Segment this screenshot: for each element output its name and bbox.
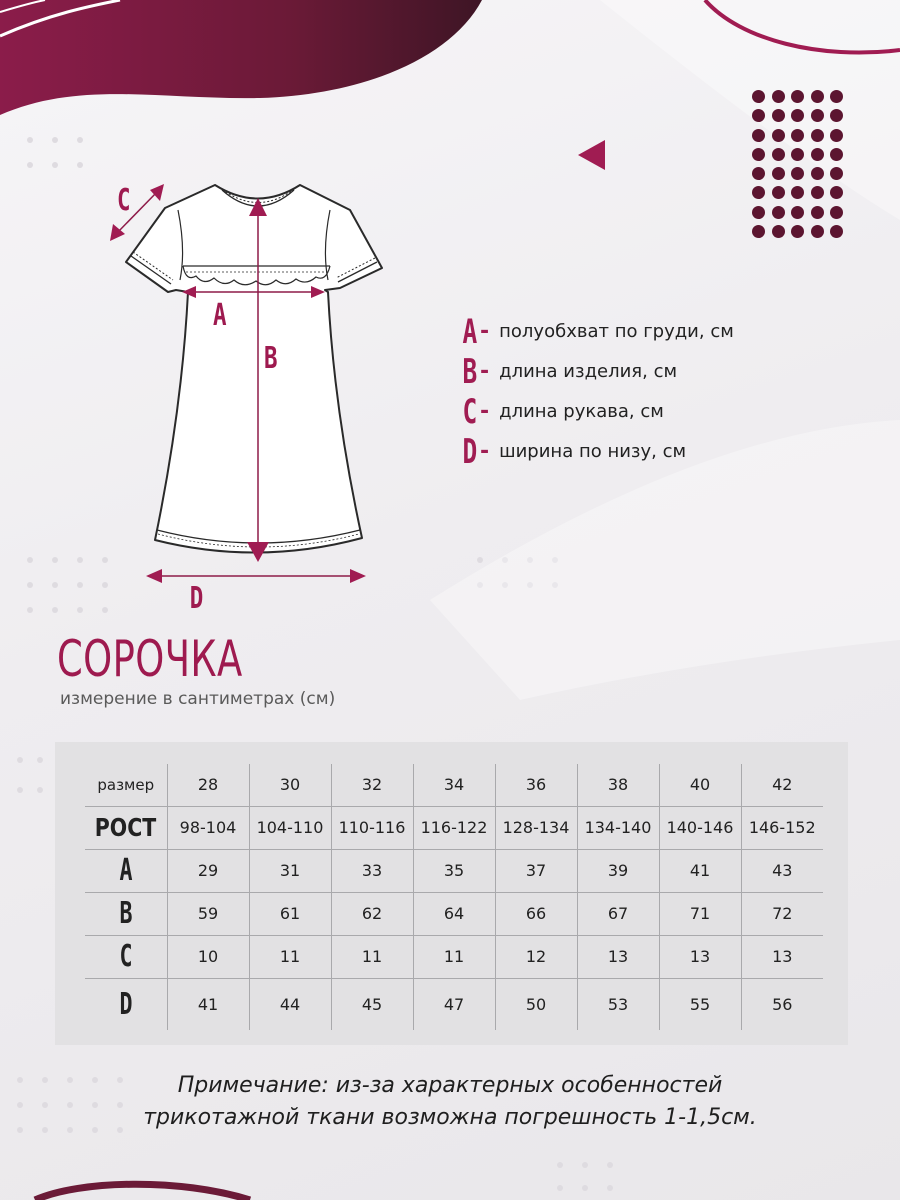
- table-cell: 140-146: [659, 806, 741, 849]
- table-cell: 128-134: [495, 806, 577, 849]
- legend-letter: C: [462, 392, 478, 432]
- legend-letter: A: [462, 312, 478, 352]
- table-cell: 61: [249, 892, 331, 935]
- table-row: [85, 935, 823, 978]
- table-cell: 37: [495, 849, 577, 892]
- row-header-label: РОСТ: [94, 813, 157, 842]
- table-cell: 116-122: [413, 806, 495, 849]
- table-cell: 71: [659, 892, 741, 935]
- table-cell: 104-110: [249, 806, 331, 849]
- table-header-row: [85, 764, 823, 806]
- size-header-cell: 34: [413, 764, 495, 806]
- table-cell: 146-152: [741, 806, 823, 849]
- legend-text: длина изделия, см: [499, 361, 678, 382]
- legend-dash: -: [480, 399, 490, 424]
- garment-diagram: [100, 170, 400, 620]
- label-d: D: [189, 580, 204, 616]
- page-subtitle: измерение в сантиметрах (см): [60, 689, 336, 709]
- table-cell: 41: [167, 978, 249, 1030]
- table-cell: 72: [741, 892, 823, 935]
- label-a: A: [213, 297, 227, 333]
- note-line-2: трикотажной ткани возможна погрешность 1-1,5см.: [143, 1105, 757, 1130]
- legend-row-b: [462, 352, 734, 392]
- size-header-cell: 38: [577, 764, 659, 806]
- table-cell: 66: [495, 892, 577, 935]
- row-header-label: D: [119, 986, 133, 1022]
- label-b: B: [264, 340, 278, 376]
- table-row: [85, 806, 823, 849]
- table-cell: 41: [659, 849, 741, 892]
- dot-grid-decoration: [752, 90, 843, 238]
- row-header-label: C: [119, 939, 133, 974]
- legend-text: ширина по низу, см: [499, 441, 687, 462]
- row-header-label: A: [119, 853, 133, 888]
- table-cell: 64: [413, 892, 495, 935]
- table-cell: 53: [577, 978, 659, 1030]
- table-cell: 45: [331, 978, 413, 1030]
- table-cell: 44: [249, 978, 331, 1030]
- row-header: [85, 806, 167, 849]
- triangle-icon: [578, 140, 605, 170]
- table-cell: 59: [167, 892, 249, 935]
- table-cell: 11: [413, 935, 495, 978]
- row-header: размер: [97, 775, 155, 794]
- table-row: [85, 978, 823, 1030]
- table-cell: 62: [331, 892, 413, 935]
- bottom-left-arc: [35, 1184, 250, 1200]
- table-cell: 12: [495, 935, 577, 978]
- label-c: C: [117, 182, 131, 218]
- table-cell: 47: [413, 978, 495, 1030]
- legend-dash: -: [480, 439, 490, 464]
- row-header-label: B: [119, 896, 133, 931]
- size-header-cell: 36: [495, 764, 577, 806]
- table-cell: 55: [659, 978, 741, 1030]
- table-cell: 98-104: [167, 806, 249, 849]
- size-header-cell: 40: [659, 764, 741, 806]
- table-cell: 67: [577, 892, 659, 935]
- legend-row-a: [462, 312, 734, 352]
- table-cell: 13: [659, 935, 741, 978]
- table-cell: 35: [413, 849, 495, 892]
- row-header: [85, 978, 167, 1030]
- table-cell: 50: [495, 978, 577, 1030]
- row-header: [85, 892, 167, 935]
- legend-text: длина рукава, см: [499, 401, 664, 422]
- row-header: [85, 935, 167, 978]
- row-header: [85, 849, 167, 892]
- legend-row-c: [462, 392, 734, 432]
- legend-row-d: [462, 432, 734, 472]
- legend-letter: B: [462, 352, 478, 392]
- table-cell: 13: [577, 935, 659, 978]
- table-cell: 11: [249, 935, 331, 978]
- table-cell: 11: [331, 935, 413, 978]
- table-cell: 29: [167, 849, 249, 892]
- note: [0, 1070, 900, 1134]
- table-cell: 134-140: [577, 806, 659, 849]
- size-header-cell: 30: [249, 764, 331, 806]
- legend-letter: D: [462, 432, 478, 472]
- legend-dash: -: [480, 359, 490, 384]
- table-cell: 110-116: [331, 806, 413, 849]
- legend-dash: -: [480, 319, 490, 344]
- garment-outline: [126, 185, 382, 553]
- note-line-1: Примечание: из-за характерных особенностей: [177, 1073, 723, 1098]
- size-table: [85, 764, 823, 1030]
- table-cell: 39: [577, 849, 659, 892]
- size-header-cell: 32: [331, 764, 413, 806]
- top-left-wave: [0, 0, 482, 115]
- size-header-cell: 42: [741, 764, 823, 806]
- table-cell: 43: [741, 849, 823, 892]
- table-cell: 56: [741, 978, 823, 1030]
- table-cell: 10: [167, 935, 249, 978]
- page-title: СОРОЧКА: [57, 630, 243, 688]
- table-cell: 31: [249, 849, 331, 892]
- table-row: [85, 849, 823, 892]
- table-row: [85, 892, 823, 935]
- table-cell: 33: [331, 849, 413, 892]
- legend-text: полуобхват по груди, см: [499, 321, 734, 342]
- table-cell: 13: [741, 935, 823, 978]
- size-header-cell: 28: [167, 764, 249, 806]
- measurement-legend: [462, 312, 734, 472]
